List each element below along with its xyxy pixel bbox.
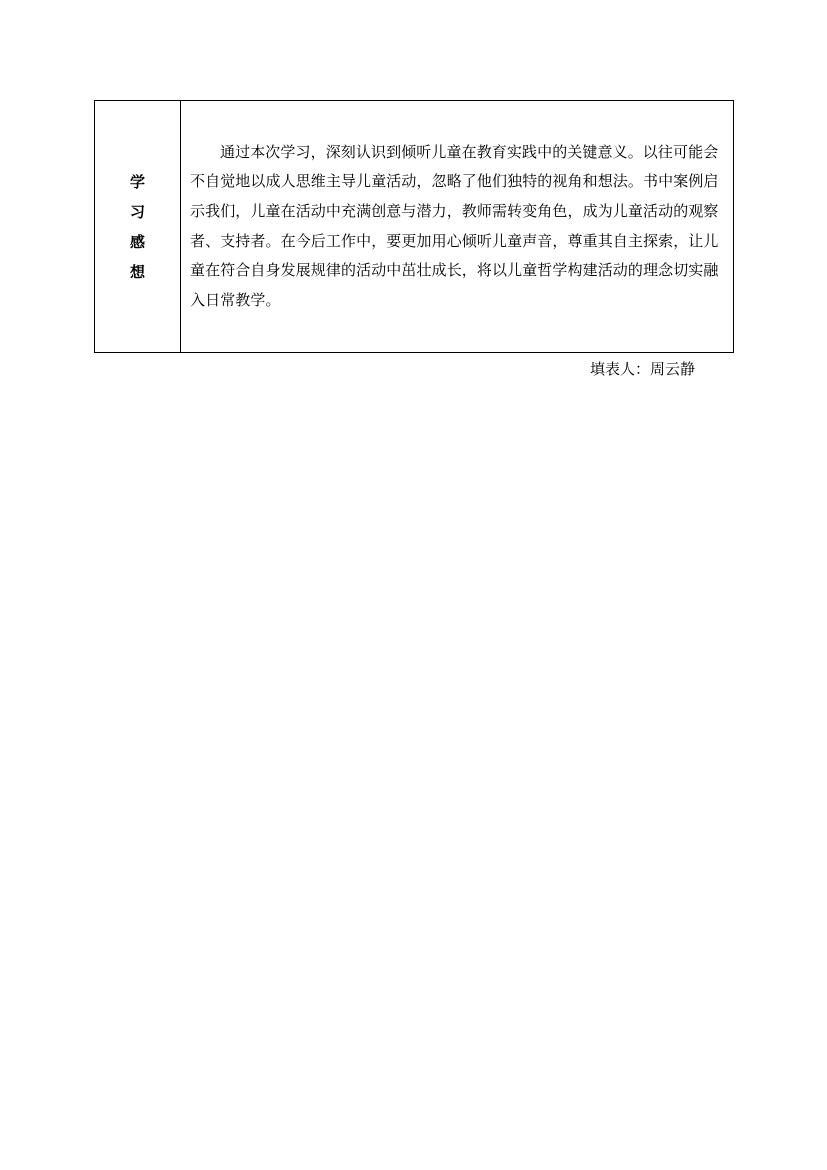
section-label-char: 习: [129, 202, 145, 221]
section-label-char: 学: [129, 172, 145, 191]
section-content-cell: [181, 101, 734, 353]
study-reflection-table: [94, 100, 734, 353]
table-row: [95, 101, 734, 353]
form-filler: 填表人：周云静: [590, 360, 696, 378]
section-label-char: 感: [129, 232, 145, 251]
section-label-char: 想: [129, 262, 145, 281]
reflection-text: 通过本次学习，深刻认识到倾听儿童在教育实践中的关键意义。以往可能会不自觉地以成人思维主导儿童活动，忽略了他们独特的视角和想法。书中案例启示我们，儿童在活动中充满创意与潜力，教师需转变角色，成为儿童活动的观察者、支持者。在今后工作中，要更加用心倾听儿童声音，尊重其自主探索，让儿童在符合自身发展规律的活动中茁壮成长，将以儿童哲学构建活动的理念切实融入日常教学。: [190, 142, 719, 309]
section-label-cell: [95, 101, 181, 353]
